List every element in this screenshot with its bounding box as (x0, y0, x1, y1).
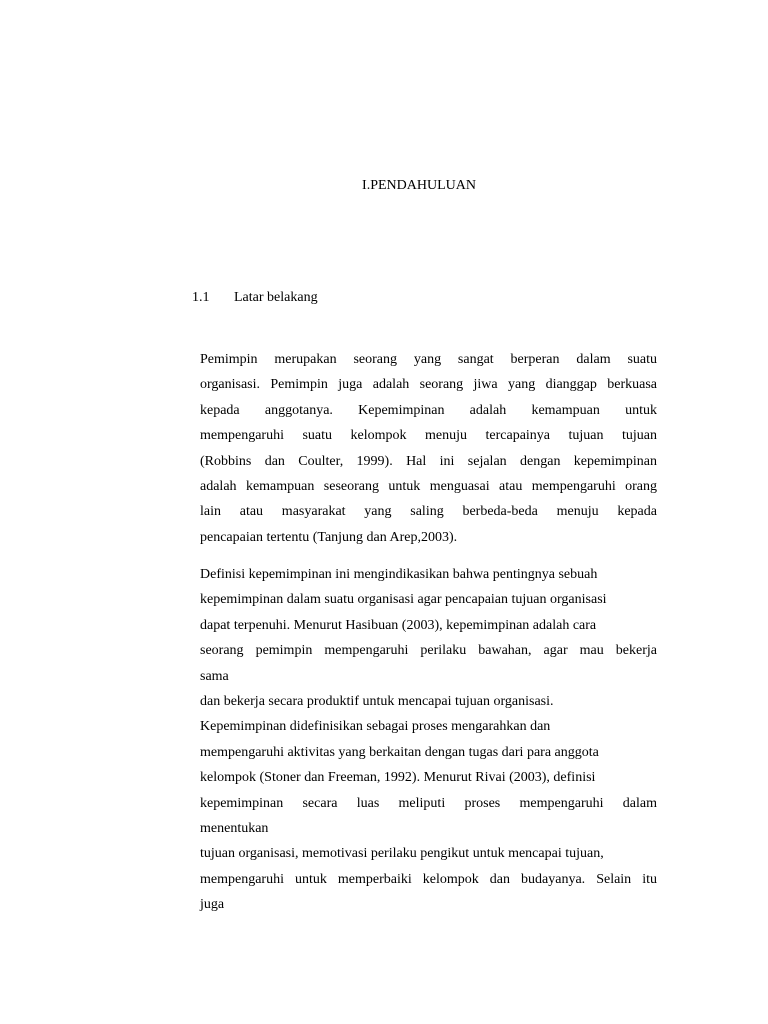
section-title: Latar belakang (234, 290, 318, 305)
section-number: 1.1 (192, 290, 210, 305)
chapter-title: I.PENDAHULUAN (362, 178, 476, 193)
paragraph-2 (200, 562, 657, 917)
paragraph-line: menentukan (200, 820, 269, 836)
paragraph-line: lain atau masyarakat yang saling berbeda-beda menuju kepada (200, 504, 657, 520)
paragraph-line: kepemimpinan dalam suatu organisasi agar pencapaian tujuan organisasi (200, 592, 607, 608)
paragraph-line: Definisi kepemimpinan ini mengindikasikan bahwa pentingnya sebuah (200, 567, 598, 582)
paragraph-line: (Robbins dan Coulter, 1999). Hal ini sejalan dengan kepemimpinan (200, 453, 657, 469)
paragraph-line: Kepemimpinan didefinisikan sebagai proses mengarahkan dan (200, 719, 551, 735)
paragraph-line: dan bekerja secara produktif untuk mencapai tujuan organisasi. (200, 693, 554, 709)
paragraph-line: kelompok (Stoner dan Freeman, 1992). Menurut Rivai (2003), definisi (200, 770, 596, 786)
paragraph-line: kepemimpinan secara luas meliputi proses mempengaruhi dalam (200, 795, 657, 811)
paragraph-line: organisasi. Pemimpin juga adalah seorang jiwa yang dianggap berkuasa (200, 377, 657, 393)
paragraph-line: mempengaruhi suatu kelompok menuju tercapainya tujuan tujuan (200, 428, 657, 444)
paragraph-line: Pemimpin merupakan seorang yang sangat berperan dalam suatu (200, 352, 657, 367)
paragraph-line: adalah kemampuan seseorang untuk menguasai atau mempengaruhi orang (200, 478, 657, 494)
section-heading (192, 290, 318, 306)
paragraph-line: dapat terpenuhi. Menurut Hasibuan (2003), kepemimpinan adalah cara (200, 617, 597, 633)
paragraph-line: mempengaruhi aktivitas yang berkaitan dengan tugas dari para anggota (200, 744, 599, 760)
paragraph-line: mempengaruhi untuk memperbaiki kelompok dan budayanya. Selain itu (200, 871, 657, 887)
paragraph-line: seorang pemimpin mempengaruhi perilaku bawahan, agar mau bekerja (200, 643, 657, 659)
paragraph-line: pencapaian tertentu (Tanjung dan Arep,2003). (200, 529, 458, 545)
paragraph-line: sama (200, 668, 229, 684)
paragraph-line: tujuan organisasi, memotivasi perilaku pengikut untuk mencapai tujuan, (200, 846, 604, 862)
paragraph-line: juga (200, 897, 225, 913)
paragraph-line: kepada anggotanya. Kepemimpinan adalah kemampuan untuk (200, 402, 657, 418)
paragraph-1 (200, 347, 657, 550)
